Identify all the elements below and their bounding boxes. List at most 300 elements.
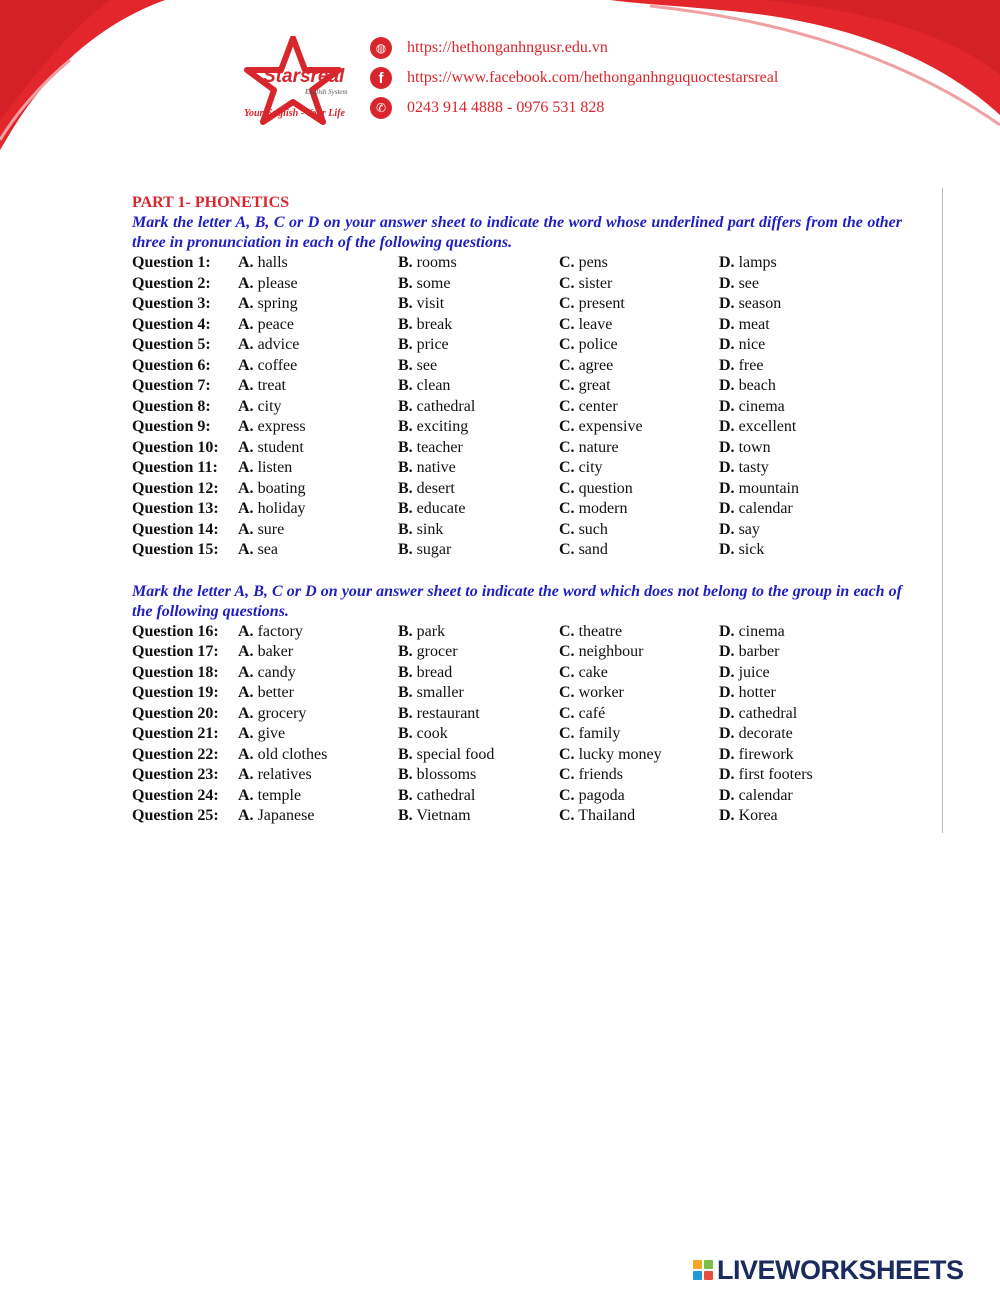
option-letter: C.: [559, 786, 575, 804]
instruction-pronunciation: Mark the letter A, B, C or D on your answer sheet to indicate the word whose underlined part differs from the other three in pronunciation in each of the following questions.: [132, 214, 902, 251]
option-word: friends: [578, 766, 623, 783]
option-c[interactable]: [559, 745, 719, 766]
option-d[interactable]: [719, 806, 869, 827]
question-label: Question 11:: [132, 459, 218, 476]
option-word: factory: [257, 622, 303, 640]
option-word: relatives: [257, 766, 312, 783]
odd-one-out-question-row: [132, 765, 902, 786]
option-word: spring: [257, 295, 298, 312]
question-label: Question 12:: [132, 479, 219, 497]
option-letter: A.: [238, 418, 254, 435]
option-word: Japanese: [257, 807, 315, 824]
option-a[interactable]: [238, 520, 398, 541]
option-letter: B.: [398, 377, 413, 394]
option-word: sister: [578, 274, 613, 292]
instruction-odd-one-out: Mark the letter A, B, C or D on your answer sheet to indicate the word which does not belong to the group in each of the following questions.: [132, 582, 902, 620]
option-b[interactable]: [398, 540, 559, 561]
pronunciation-question-row: [132, 397, 902, 418]
option-c[interactable]: [559, 642, 719, 663]
question-label: Question 15:: [132, 541, 219, 558]
option-d[interactable]: [719, 786, 869, 807]
option-word: decorate: [738, 725, 793, 742]
option-d[interactable]: [719, 622, 869, 643]
option-word: native: [416, 459, 456, 476]
option-b[interactable]: [398, 704, 559, 725]
option-d[interactable]: [719, 499, 869, 520]
odd-one-out-question-row: [132, 642, 902, 663]
option-word: say: [738, 520, 760, 538]
option-letter: A.: [238, 684, 254, 701]
option-c[interactable]: [559, 294, 719, 315]
option-word: center: [578, 397, 618, 415]
option-letter: B.: [398, 725, 413, 742]
option-d[interactable]: [719, 642, 869, 663]
option-letter: D.: [719, 622, 735, 640]
option-d[interactable]: [719, 417, 869, 438]
option-letter: D.: [719, 254, 735, 271]
liveworksheets-blocks-icon: [693, 1260, 713, 1280]
option-letter: D.: [719, 766, 735, 783]
question-label: Question 5:: [132, 336, 211, 353]
option-b[interactable]: [398, 253, 559, 274]
option-b[interactable]: [398, 335, 559, 356]
option-b[interactable]: [398, 458, 559, 479]
option-a[interactable]: [238, 376, 398, 397]
option-word: sick: [738, 541, 765, 558]
option-word: cathedral: [738, 704, 798, 722]
option-letter: D.: [719, 643, 735, 660]
option-d[interactable]: [719, 479, 869, 500]
option-c[interactable]: [559, 274, 719, 295]
option-word: hotter: [738, 684, 776, 701]
option-b[interactable]: [398, 622, 559, 643]
option-a[interactable]: [238, 438, 398, 459]
option-letter: D.: [719, 684, 735, 701]
question-label: Question 24:: [132, 786, 219, 804]
option-d[interactable]: [719, 315, 869, 336]
question-label: Question 1:: [132, 254, 211, 271]
option-word: educate: [416, 500, 466, 517]
question-label: Question 20:: [132, 704, 219, 722]
option-a[interactable]: [238, 458, 398, 479]
option-word: blossoms: [416, 766, 477, 783]
option-word: question: [578, 479, 633, 497]
option-d[interactable]: [719, 663, 869, 684]
option-word: free: [738, 356, 764, 374]
option-letter: B.: [398, 500, 413, 517]
part-title: PART 1- PHONETICS: [132, 194, 290, 211]
question-label: Question 16:: [132, 622, 219, 640]
option-letter: C.: [559, 295, 575, 312]
odd-one-out-question-list: [132, 622, 902, 827]
option-letter: D.: [719, 663, 735, 681]
option-letter: B.: [398, 397, 413, 415]
option-c[interactable]: [559, 438, 719, 459]
option-letter: A.: [238, 643, 254, 660]
option-letter: A.: [238, 459, 254, 476]
odd-one-out-question-row: [132, 745, 902, 766]
option-a[interactable]: [238, 806, 398, 827]
option-a[interactable]: [238, 274, 398, 295]
option-letter: D.: [719, 295, 735, 312]
logo-sub: English System: [305, 88, 348, 96]
option-a[interactable]: [238, 335, 398, 356]
option-b[interactable]: [398, 724, 559, 745]
option-word: mountain: [738, 479, 799, 497]
option-word: police: [578, 336, 618, 353]
option-word: smaller: [416, 684, 464, 701]
option-letter: A.: [238, 766, 254, 783]
option-letter: A.: [238, 356, 254, 374]
option-letter: D.: [719, 500, 735, 517]
option-word: neighbour: [578, 643, 644, 660]
option-letter: C.: [559, 397, 575, 415]
option-b[interactable]: [398, 499, 559, 520]
option-b[interactable]: [398, 294, 559, 315]
option-letter: D.: [719, 356, 735, 374]
pronunciation-question-row: [132, 540, 902, 561]
option-d[interactable]: [719, 356, 869, 377]
option-letter: B.: [398, 254, 413, 271]
question-label: Question 22:: [132, 745, 219, 763]
option-d[interactable]: [719, 274, 869, 295]
option-word: holiday: [257, 500, 306, 517]
pronunciation-question-row: [132, 458, 902, 479]
option-word: cinema: [738, 622, 785, 640]
odd-one-out-question-row: [132, 683, 902, 704]
option-a[interactable]: [238, 683, 398, 704]
option-letter: C.: [559, 725, 575, 742]
logo-tagline: Your English - Your Life: [244, 108, 345, 119]
question-label: Question 3:: [132, 295, 211, 312]
pronunciation-question-row: [132, 479, 902, 500]
option-word: Korea: [738, 807, 778, 824]
option-letter: A.: [238, 520, 254, 538]
option-word: Thailand: [578, 807, 636, 824]
option-word: listen: [257, 459, 293, 476]
option-c[interactable]: [559, 786, 719, 807]
option-word: please: [257, 274, 298, 292]
question-label: Question 14:: [132, 520, 219, 538]
option-letter: C.: [559, 315, 575, 333]
question-label: Question 17:: [132, 643, 219, 660]
option-d[interactable]: [719, 520, 869, 541]
pronunciation-question-row: [132, 294, 902, 315]
option-d[interactable]: [719, 540, 869, 561]
option-d[interactable]: [719, 683, 869, 704]
option-c[interactable]: [559, 376, 719, 397]
option-letter: A.: [238, 274, 254, 292]
option-b[interactable]: [398, 663, 559, 684]
option-a[interactable]: [238, 315, 398, 336]
option-c[interactable]: [559, 622, 719, 643]
pronunciation-question-row: [132, 274, 902, 295]
option-word: peace: [257, 315, 294, 333]
option-b[interactable]: [398, 417, 559, 438]
option-word: agree: [578, 356, 614, 374]
option-letter: C.: [559, 479, 575, 497]
option-d[interactable]: [719, 438, 869, 459]
option-c[interactable]: [559, 397, 719, 418]
option-word: such: [578, 520, 608, 538]
option-word: cinema: [738, 397, 785, 415]
option-c[interactable]: [559, 499, 719, 520]
option-word: tasty: [738, 459, 769, 476]
option-word: teacher: [416, 438, 463, 456]
option-a[interactable]: [238, 745, 398, 766]
option-word: sugar: [416, 541, 452, 558]
option-b[interactable]: [398, 786, 559, 807]
option-word: worker: [578, 684, 624, 701]
option-letter: A.: [238, 786, 254, 804]
odd-one-out-question-row: [132, 786, 902, 807]
option-word: grocer: [416, 643, 458, 660]
option-b[interactable]: [398, 520, 559, 541]
option-c[interactable]: [559, 479, 719, 500]
option-word: see: [738, 274, 759, 292]
option-letter: B.: [398, 786, 413, 804]
option-letter: D.: [719, 418, 735, 435]
option-a[interactable]: [238, 765, 398, 786]
option-letter: C.: [559, 500, 575, 517]
option-word: baker: [257, 643, 294, 660]
option-letter: C.: [559, 274, 575, 292]
option-letter: A.: [238, 745, 254, 763]
website-link[interactable]: https://hethonganhngusr.edu.vn: [407, 39, 608, 56]
option-letter: A.: [238, 541, 254, 558]
question-label: Question 2:: [132, 274, 211, 292]
option-a[interactable]: [238, 417, 398, 438]
option-letter: B.: [398, 541, 413, 558]
option-word: sand: [578, 541, 608, 558]
option-word: desert: [416, 479, 455, 497]
right-margin-line: [942, 188, 943, 833]
option-a[interactable]: [238, 294, 398, 315]
option-word: nature: [578, 438, 619, 456]
option-letter: A.: [238, 725, 254, 742]
option-c[interactable]: [559, 458, 719, 479]
question-label: Question 18:: [132, 663, 219, 681]
option-b[interactable]: [398, 376, 559, 397]
option-a[interactable]: [238, 704, 398, 725]
option-word: restaurant: [416, 704, 480, 722]
option-letter: D.: [719, 459, 735, 476]
question-label: Question 23:: [132, 766, 219, 783]
option-word: leave: [578, 315, 613, 333]
option-word: old clothes: [257, 745, 328, 763]
odd-one-out-question-row: [132, 704, 902, 725]
option-letter: D.: [719, 520, 735, 538]
pronunciation-question-row: [132, 253, 902, 274]
option-letter: B.: [398, 295, 413, 312]
question-label: Question 10:: [132, 438, 219, 456]
option-a[interactable]: [238, 663, 398, 684]
option-b[interactable]: [398, 745, 559, 766]
option-c[interactable]: [559, 806, 719, 827]
option-letter: C.: [559, 622, 575, 640]
option-c[interactable]: [559, 335, 719, 356]
option-word: student: [257, 438, 304, 456]
option-word: sink: [416, 520, 444, 538]
option-letter: A.: [238, 254, 254, 271]
option-b[interactable]: [398, 479, 559, 500]
option-letter: B.: [398, 459, 413, 476]
option-word: sure: [257, 520, 285, 538]
option-c[interactable]: [559, 540, 719, 561]
option-a[interactable]: [238, 397, 398, 418]
option-letter: C.: [559, 684, 575, 701]
option-word: cathedral: [416, 397, 476, 415]
option-letter: A.: [238, 295, 254, 312]
option-letter: C.: [559, 377, 575, 394]
option-a[interactable]: [238, 642, 398, 663]
option-a[interactable]: [238, 724, 398, 745]
option-b[interactable]: [398, 274, 559, 295]
option-d[interactable]: [719, 376, 869, 397]
option-d[interactable]: [719, 724, 869, 745]
option-letter: A.: [238, 377, 254, 394]
facebook-icon: f: [370, 67, 392, 89]
option-letter: A.: [238, 479, 254, 497]
option-a[interactable]: [238, 540, 398, 561]
option-c[interactable]: [559, 417, 719, 438]
option-word: exciting: [416, 418, 469, 435]
option-c[interactable]: [559, 663, 719, 684]
option-letter: B.: [398, 663, 413, 681]
option-d[interactable]: [719, 294, 869, 315]
option-b[interactable]: [398, 765, 559, 786]
option-word: sea: [257, 541, 278, 558]
option-a[interactable]: [238, 253, 398, 274]
option-letter: C.: [559, 459, 575, 476]
option-letter: D.: [719, 704, 735, 722]
option-d[interactable]: [719, 704, 869, 725]
option-a[interactable]: [238, 479, 398, 500]
option-word: visit: [416, 295, 445, 312]
option-a[interactable]: [238, 786, 398, 807]
option-letter: C.: [559, 541, 575, 558]
option-word: modern: [578, 500, 628, 517]
option-a[interactable]: [238, 499, 398, 520]
option-word: excellent: [738, 418, 797, 435]
option-word: give: [257, 725, 286, 742]
option-letter: B.: [398, 643, 413, 660]
option-word: temple: [257, 786, 302, 804]
option-word: better: [257, 684, 294, 701]
option-c[interactable]: [559, 724, 719, 745]
option-d[interactable]: [719, 745, 869, 766]
option-c[interactable]: [559, 520, 719, 541]
option-letter: D.: [719, 725, 735, 742]
option-letter: D.: [719, 377, 735, 394]
pronunciation-question-row: [132, 335, 902, 356]
option-letter: C.: [559, 520, 575, 538]
option-d[interactable]: [719, 765, 869, 786]
option-letter: D.: [719, 786, 735, 804]
option-c[interactable]: [559, 765, 719, 786]
option-word: special food: [416, 745, 495, 763]
option-word: candy: [257, 663, 296, 681]
option-letter: B.: [398, 336, 413, 353]
option-letter: D.: [719, 807, 735, 824]
odd-one-out-question-row: [132, 724, 902, 745]
option-word: great: [578, 377, 611, 394]
option-letter: A.: [238, 704, 254, 722]
option-letter: C.: [559, 766, 575, 783]
option-letter: C.: [559, 704, 575, 722]
option-word: advice: [257, 336, 300, 353]
option-b[interactable]: [398, 397, 559, 418]
option-letter: C.: [559, 438, 575, 456]
option-word: clean: [416, 377, 451, 394]
option-word: lucky money: [578, 745, 662, 763]
option-b[interactable]: [398, 356, 559, 377]
facebook-link[interactable]: https://www.facebook.com/hethonganhnguquoctestarsreal: [407, 69, 779, 86]
option-letter: D.: [719, 541, 735, 558]
option-letter: A.: [238, 397, 254, 415]
option-c[interactable]: [559, 683, 719, 704]
option-d[interactable]: [719, 253, 869, 274]
option-letter: D.: [719, 438, 735, 456]
option-c[interactable]: [559, 704, 719, 725]
option-letter: B.: [398, 479, 413, 497]
option-d[interactable]: [719, 458, 869, 479]
liveworksheets-wordmark: LIVEWORKSHEETS: [717, 1254, 964, 1285]
option-b[interactable]: [398, 806, 559, 827]
pronunciation-question-row: [132, 499, 902, 520]
option-c[interactable]: [559, 356, 719, 377]
option-b[interactable]: [398, 438, 559, 459]
option-word: some: [416, 274, 451, 292]
option-letter: B.: [398, 438, 413, 456]
option-word: see: [416, 356, 438, 374]
option-b[interactable]: [398, 683, 559, 704]
option-word: firework: [738, 745, 794, 763]
option-word: bread: [416, 663, 453, 681]
option-a[interactable]: [238, 622, 398, 643]
option-letter: C.: [559, 254, 575, 271]
option-word: coffee: [257, 356, 298, 374]
pronunciation-question-row: [132, 438, 902, 459]
option-word: grocery: [257, 704, 307, 722]
option-b[interactable]: [398, 315, 559, 336]
option-word: theatre: [578, 622, 623, 640]
question-label: Question 9:: [132, 418, 211, 435]
option-c[interactable]: [559, 253, 719, 274]
option-d[interactable]: [719, 335, 869, 356]
option-a[interactable]: [238, 356, 398, 377]
option-word: express: [257, 418, 306, 435]
option-word: family: [578, 725, 621, 742]
option-word: cook: [416, 725, 448, 742]
option-d[interactable]: [719, 397, 869, 418]
option-letter: D.: [719, 397, 735, 415]
option-word: treat: [257, 377, 286, 394]
question-label: Question 13:: [132, 500, 219, 517]
liveworksheets-logo: [693, 1255, 964, 1285]
option-word: lamps: [738, 254, 777, 271]
option-letter: C.: [559, 356, 575, 374]
pronunciation-question-row: [132, 315, 902, 336]
option-letter: D.: [719, 745, 735, 763]
option-word: pens: [578, 254, 608, 271]
option-c[interactable]: [559, 315, 719, 336]
option-letter: B.: [398, 684, 413, 701]
option-b[interactable]: [398, 642, 559, 663]
option-letter: B.: [398, 704, 413, 722]
option-word: city: [578, 459, 603, 476]
question-label: Question 4:: [132, 315, 211, 333]
